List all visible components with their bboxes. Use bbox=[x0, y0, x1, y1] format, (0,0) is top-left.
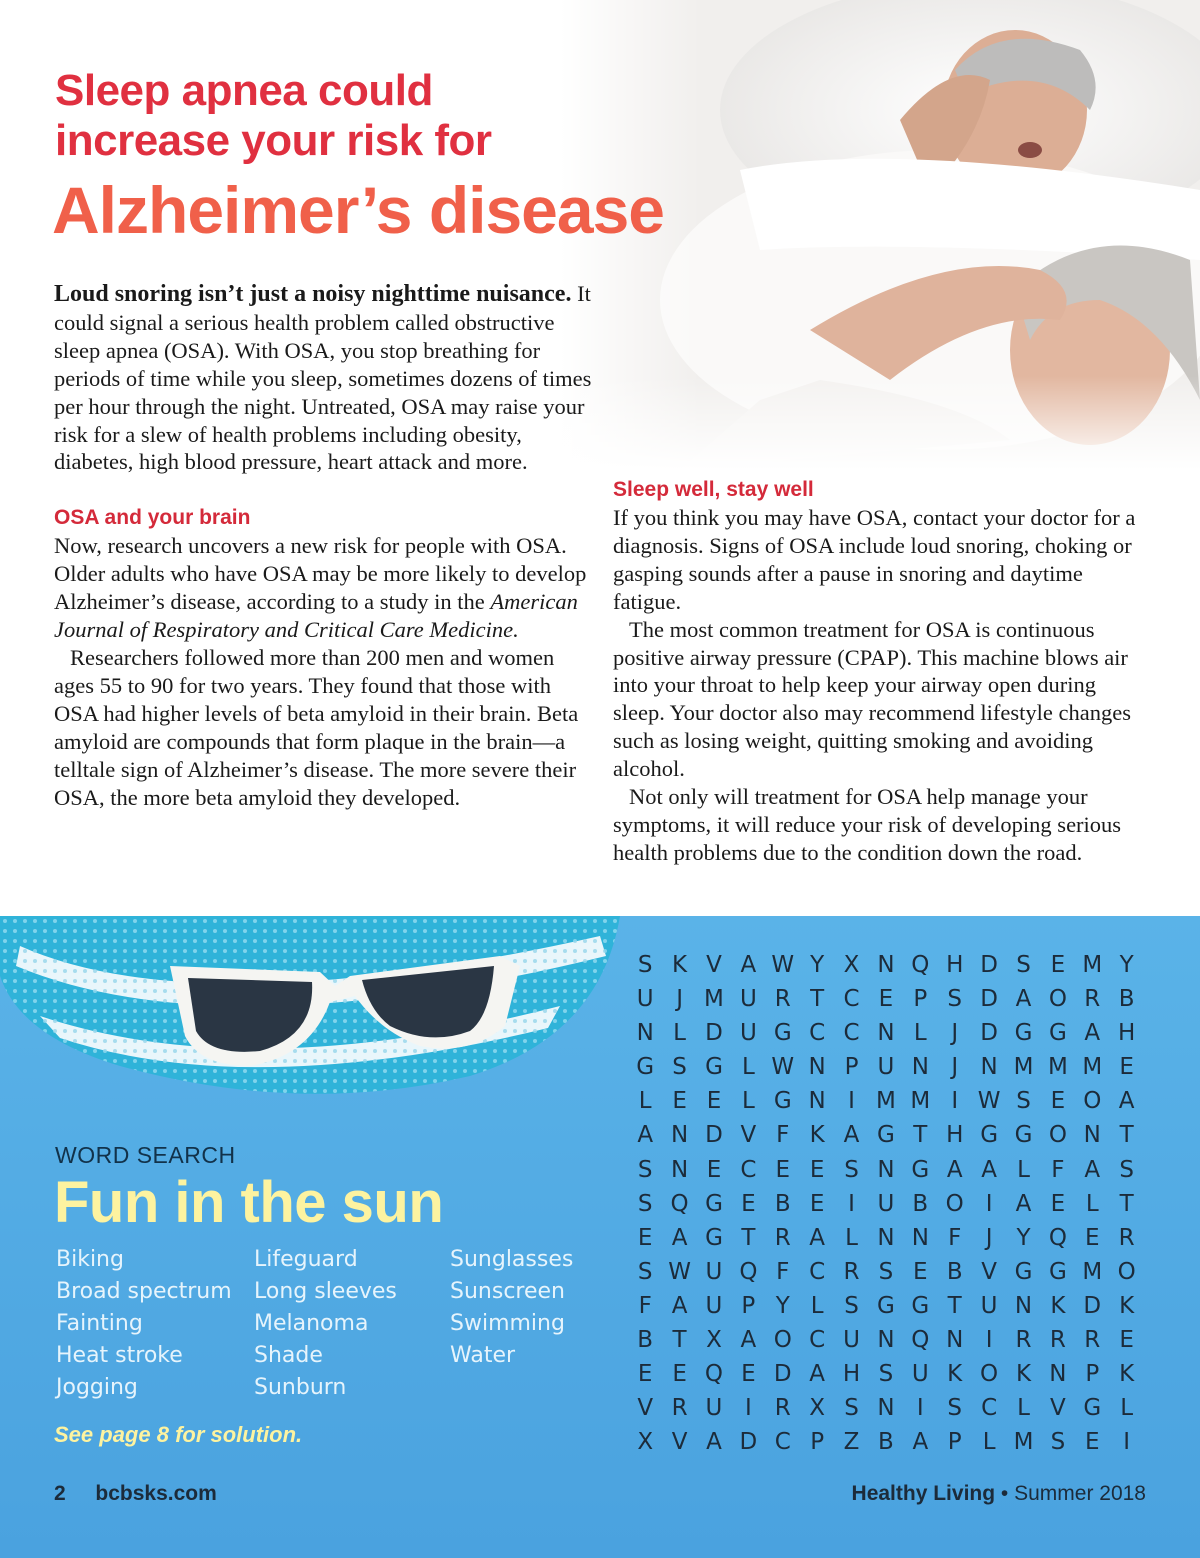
grid-letter[interactable]: G bbox=[705, 1054, 723, 1081]
grid-letter[interactable]: V bbox=[981, 1258, 997, 1285]
grid-letter[interactable]: L bbox=[741, 1054, 755, 1081]
grid-letter[interactable]: E bbox=[706, 1156, 722, 1183]
grid-letter[interactable]: N bbox=[877, 1395, 895, 1422]
grid-letter[interactable]: A bbox=[706, 1429, 722, 1456]
grid-letter[interactable]: U bbox=[636, 986, 654, 1013]
grid-row bbox=[628, 1050, 1144, 1084]
word-list-item: Heat stroke bbox=[56, 1343, 183, 1368]
grid-letter[interactable]: W bbox=[771, 1054, 795, 1081]
grid-letter[interactable]: X bbox=[809, 1395, 826, 1422]
grid-letter[interactable]: D bbox=[980, 986, 998, 1013]
grid-letter[interactable]: I bbox=[916, 1395, 924, 1422]
grid-letter[interactable]: W bbox=[771, 952, 795, 978]
grid-letter[interactable]: E bbox=[1119, 1327, 1134, 1354]
grid-letter[interactable]: C bbox=[809, 1327, 826, 1354]
grid-letter[interactable]: S bbox=[844, 1395, 859, 1422]
grid-letter[interactable]: Y bbox=[1016, 1224, 1031, 1251]
grid-letter[interactable]: V bbox=[671, 1429, 688, 1456]
grid-letter[interactable]: F bbox=[1051, 1156, 1065, 1183]
grid-letter[interactable]: U bbox=[705, 1292, 723, 1319]
section-heading-sleep-well: Sleep well, stay well bbox=[613, 478, 814, 501]
grid-letter[interactable]: G bbox=[1083, 1395, 1102, 1422]
grid-letter[interactable]: H bbox=[1118, 1020, 1136, 1047]
grid-letter[interactable]: N bbox=[980, 1054, 998, 1081]
grid-letter[interactable]: E bbox=[1050, 1088, 1066, 1115]
grid-letter[interactable]: G bbox=[773, 1020, 792, 1047]
grid-letter[interactable]: L bbox=[810, 1292, 824, 1319]
grid-letter[interactable]: A bbox=[946, 1156, 963, 1183]
grid-letter[interactable]: R bbox=[1118, 1224, 1135, 1251]
grid-letter[interactable]: R bbox=[774, 986, 791, 1013]
grid-letter[interactable]: O bbox=[1048, 1122, 1067, 1149]
grid-letter[interactable]: A bbox=[1015, 986, 1032, 1013]
grid-letter[interactable]: G bbox=[911, 1156, 930, 1183]
grid-letter[interactable]: H bbox=[946, 1122, 964, 1149]
footer-left bbox=[54, 1482, 217, 1506]
lead-bold: Loud snoring isn’t just a noisy nighttime nuisance. bbox=[54, 281, 572, 307]
grid-letter[interactable]: O bbox=[980, 1361, 999, 1388]
grid-letter[interactable]: L bbox=[1017, 1156, 1030, 1183]
footer-bullet: • bbox=[995, 1482, 1015, 1505]
grid-letter[interactable]: P bbox=[741, 1292, 756, 1319]
sun-hat-sunglasses-image bbox=[0, 916, 620, 1106]
grid-letter[interactable]: U bbox=[843, 1327, 860, 1354]
word-list-item: Long sleeves bbox=[254, 1279, 397, 1304]
grid-letter[interactable]: M bbox=[1013, 1429, 1034, 1456]
paragraph-research bbox=[54, 532, 594, 644]
grid-letter[interactable]: Q bbox=[1048, 1224, 1067, 1251]
paragraph-treatment: Not only will treatment for OSA help manage your symptoms, it will reduce your risk of developing serious health problems due to the condition down the road. bbox=[613, 784, 1122, 865]
grid-letter[interactable]: G bbox=[877, 1122, 895, 1149]
grid-letter[interactable]: O bbox=[945, 1190, 964, 1217]
grid-letter[interactable]: L bbox=[638, 1088, 652, 1115]
grid-letter[interactable]: E bbox=[706, 1088, 722, 1115]
grid-letter[interactable]: M bbox=[910, 1088, 931, 1115]
grid-letter[interactable]: U bbox=[739, 986, 757, 1013]
publication-name: Healthy Living bbox=[851, 1482, 996, 1505]
grid-letter[interactable]: V bbox=[1050, 1395, 1066, 1422]
word-list-item: Sunburn bbox=[254, 1375, 347, 1400]
grid-letter[interactable]: D bbox=[980, 1020, 998, 1047]
headline-line-3: Alzheimer’s disease bbox=[52, 173, 664, 247]
grid-letter[interactable]: E bbox=[775, 1156, 791, 1183]
grid-row bbox=[628, 948, 1144, 982]
grid-letter[interactable]: J bbox=[985, 1224, 993, 1251]
grid-letter[interactable]: A bbox=[740, 952, 757, 978]
grid-letter[interactable]: S bbox=[1016, 952, 1031, 978]
headline-line-2: increase your risk for bbox=[55, 116, 492, 165]
grid-letter[interactable]: C bbox=[809, 1020, 826, 1047]
grid-letter[interactable]: D bbox=[1083, 1292, 1102, 1319]
grid-letter[interactable]: E bbox=[672, 1088, 687, 1115]
grid-letter[interactable]: K bbox=[672, 952, 688, 978]
grid-letter[interactable]: O bbox=[1048, 986, 1067, 1013]
word-list-column-2 bbox=[254, 1244, 397, 1404]
grid-letter[interactable]: I bbox=[985, 1190, 993, 1217]
paragraph-research-text: Now, research uncovers a new risk for people with OSA. Older adults who have OSA may be more likely to develop Alzheimer’s disease, according to a study in the bbox=[54, 533, 587, 615]
grid-letter[interactable]: N bbox=[877, 1020, 895, 1047]
grid-letter[interactable]: Q bbox=[670, 1190, 689, 1217]
section-heading-osa-brain: OSA and your brain bbox=[54, 506, 251, 530]
grid-letter[interactable]: Z bbox=[843, 1429, 860, 1456]
grid-letter[interactable]: B bbox=[1118, 986, 1135, 1013]
grid-letter[interactable]: A bbox=[981, 1156, 997, 1183]
grid-row bbox=[628, 1084, 1144, 1118]
grid-letter[interactable]: N bbox=[877, 1327, 895, 1354]
grid-letter[interactable]: C bbox=[740, 1156, 757, 1183]
grid-letter[interactable]: I bbox=[1123, 1429, 1131, 1456]
grid-letter[interactable]: E bbox=[1050, 952, 1066, 978]
grid-letter[interactable]: P bbox=[947, 1429, 962, 1456]
grid-letter[interactable]: G bbox=[705, 1190, 723, 1217]
grid-letter[interactable]: E bbox=[1085, 1224, 1100, 1251]
grid-letter[interactable]: K bbox=[1119, 1361, 1135, 1388]
grid-letter[interactable]: B bbox=[774, 1190, 791, 1217]
grid-letter[interactable]: K bbox=[947, 1361, 963, 1388]
grid-letter[interactable]: B bbox=[946, 1258, 963, 1285]
grid-letter[interactable]: H bbox=[946, 952, 964, 978]
grid-letter[interactable]: S bbox=[878, 1258, 894, 1285]
grid-letter[interactable]: L bbox=[845, 1224, 858, 1251]
grid-letter[interactable]: J bbox=[676, 986, 683, 1013]
grid-letter[interactable]: Q bbox=[739, 1258, 758, 1285]
grid-letter[interactable]: S bbox=[844, 1156, 859, 1183]
grid-letter[interactable]: G bbox=[1014, 1020, 1033, 1047]
grid-letter[interactable]: E bbox=[672, 1361, 687, 1388]
grid-letter[interactable]: R bbox=[843, 1258, 860, 1285]
grid-letter[interactable]: W bbox=[668, 1258, 691, 1285]
grid-letter[interactable]: Y bbox=[1119, 952, 1134, 978]
grid-letter[interactable]: S bbox=[1016, 1088, 1031, 1115]
grid-letter[interactable]: X bbox=[706, 1327, 722, 1354]
grid-letter[interactable]: F bbox=[776, 1122, 790, 1149]
grid-letter[interactable]: A bbox=[1084, 1156, 1101, 1183]
word-list-item: Broad spectrum bbox=[56, 1279, 232, 1304]
grid-letter[interactable]: M bbox=[1013, 1054, 1034, 1081]
grid-letter[interactable]: A bbox=[1015, 1190, 1032, 1217]
grid-letter[interactable]: M bbox=[1082, 1054, 1103, 1081]
grid-letter[interactable]: S bbox=[637, 1190, 653, 1217]
grid-letter[interactable]: A bbox=[671, 1224, 688, 1251]
grid-letter[interactable]: C bbox=[809, 1258, 826, 1285]
grid-letter[interactable]: L bbox=[1085, 1190, 1099, 1217]
grid-letter[interactable]: G bbox=[1014, 1258, 1033, 1285]
grid-letter[interactable]: R bbox=[1015, 1327, 1032, 1354]
word-list-item: Shade bbox=[254, 1343, 323, 1368]
grid-letter[interactable]: D bbox=[705, 1122, 723, 1149]
grid-letter[interactable]: C bbox=[774, 1429, 791, 1456]
grid-letter[interactable]: B bbox=[637, 1327, 654, 1354]
grid-letter[interactable]: U bbox=[739, 1020, 757, 1047]
grid-letter[interactable]: N bbox=[946, 1327, 964, 1354]
grid-letter[interactable]: E bbox=[741, 1361, 756, 1388]
footer-right bbox=[852, 1482, 1146, 1506]
grid-letter[interactable]: E bbox=[878, 986, 894, 1013]
word-list-item: Sunglasses bbox=[450, 1247, 574, 1272]
word-search-label: WORD SEARCH bbox=[55, 1142, 236, 1168]
grid-letter[interactable]: B bbox=[878, 1429, 894, 1456]
grid-letter[interactable]: T bbox=[1119, 1190, 1134, 1217]
grid-letter[interactable]: G bbox=[773, 1088, 792, 1115]
grid-letter[interactable]: R bbox=[774, 1224, 791, 1251]
grid-letter[interactable]: T bbox=[913, 1122, 928, 1149]
grid-letter[interactable]: J bbox=[951, 1054, 959, 1081]
grid-letter[interactable]: S bbox=[1050, 1429, 1066, 1456]
grid-row bbox=[628, 1221, 1144, 1255]
grid-letter[interactable]: V bbox=[740, 1122, 757, 1149]
grid-letter[interactable]: R bbox=[1084, 986, 1101, 1013]
word-search-grid bbox=[628, 948, 1144, 1459]
grid-letter[interactable]: M bbox=[704, 986, 724, 1013]
grid-letter[interactable]: K bbox=[809, 1122, 825, 1149]
grid-letter[interactable]: L bbox=[741, 1088, 755, 1115]
grid-letter[interactable]: D bbox=[773, 1361, 792, 1388]
grid-letter[interactable]: I bbox=[951, 1088, 959, 1115]
grid-letter[interactable]: O bbox=[773, 1327, 792, 1354]
grid-letter[interactable]: A bbox=[1084, 1020, 1101, 1047]
headline-line-1: Sleep apnea could bbox=[55, 66, 433, 115]
paragraph-researchers: Researchers followed more than 200 men and women ages 55 to 90 for two years. They found that those with OSA had higher levels of beta amyloid in their brain. Beta amyloid are compounds that form plaque in the brain—a telltale sign of Alzheimer’s disease. The more severe their OSA, the more beta amyloid they developed. bbox=[54, 644, 579, 810]
grid-letter[interactable]: I bbox=[744, 1395, 752, 1422]
grid-letter[interactable]: A bbox=[1118, 1088, 1135, 1115]
grid-letter[interactable]: Q bbox=[911, 952, 930, 978]
grid-letter[interactable]: E bbox=[741, 1190, 756, 1217]
grid-letter[interactable]: G bbox=[1048, 1020, 1067, 1047]
grid-letter[interactable]: P bbox=[844, 1054, 859, 1081]
grid-letter[interactable]: L bbox=[673, 1020, 686, 1047]
grid-row bbox=[628, 982, 1144, 1016]
grid-letter[interactable]: X bbox=[637, 1429, 654, 1456]
grid-letter[interactable]: S bbox=[1119, 1156, 1134, 1183]
grid-letter[interactable]: I bbox=[848, 1190, 855, 1217]
grid-letter[interactable]: T bbox=[741, 1224, 756, 1251]
grid-row bbox=[628, 1118, 1144, 1152]
solution-note: See page 8 for solution. bbox=[54, 1422, 303, 1447]
grid-letter[interactable]: R bbox=[1084, 1327, 1101, 1354]
grid-letter[interactable]: T bbox=[1119, 1122, 1134, 1149]
grid-letter[interactable]: O bbox=[1117, 1258, 1136, 1285]
grid-letter[interactable]: T bbox=[947, 1292, 962, 1319]
grid-letter[interactable]: R bbox=[774, 1395, 791, 1422]
article-column-left bbox=[54, 280, 594, 811]
grid-letter[interactable]: I bbox=[848, 1088, 855, 1115]
grid-letter[interactable]: G bbox=[980, 1122, 999, 1149]
grid-letter[interactable]: E bbox=[913, 1258, 928, 1285]
grid-letter[interactable]: A bbox=[637, 1122, 654, 1149]
word-list-item: Fainting bbox=[56, 1311, 143, 1336]
article-column-right bbox=[613, 476, 1145, 867]
grid-letter[interactable]: G bbox=[705, 1224, 723, 1251]
grid-letter[interactable]: U bbox=[877, 1054, 895, 1081]
grid-letter[interactable]: S bbox=[672, 1054, 687, 1081]
grid-letter[interactable]: E bbox=[637, 1224, 653, 1251]
grid-letter[interactable]: N bbox=[1014, 1292, 1033, 1319]
paragraph-cpap: The most common treatment for OSA is continuous positive airway pressure (CPAP). This machine blows air into your throat to help keep your airway open during sleep. Your doctor also may recommend lifestyle changes such as losing weight, quitting smoking and avoiding alcohol. bbox=[613, 616, 1131, 782]
grid-letter[interactable]: T bbox=[810, 986, 825, 1013]
grid-letter[interactable]: S bbox=[637, 1156, 653, 1183]
grid-letter[interactable]: N bbox=[636, 1020, 654, 1047]
grid-letter[interactable]: D bbox=[705, 1020, 723, 1047]
grid-letter[interactable]: A bbox=[740, 1327, 757, 1354]
grid-letter[interactable]: J bbox=[951, 1020, 959, 1047]
grid-letter[interactable]: P bbox=[810, 1429, 825, 1456]
grid-row bbox=[628, 1255, 1144, 1289]
website-link[interactable]: bcbsks.com bbox=[95, 1482, 217, 1505]
grid-letter[interactable]: V bbox=[637, 1395, 654, 1422]
word-list-column-1 bbox=[56, 1244, 232, 1404]
grid-letter[interactable]: T bbox=[672, 1327, 687, 1354]
grid-letter[interactable]: C bbox=[843, 986, 860, 1013]
grid-letter[interactable]: F bbox=[776, 1258, 790, 1285]
grid-letter[interactable]: M bbox=[876, 1088, 896, 1115]
lead-paragraph bbox=[54, 280, 594, 476]
grid-letter[interactable]: E bbox=[809, 1190, 825, 1217]
grid-letter[interactable]: A bbox=[809, 1361, 826, 1388]
grid-letter[interactable]: N bbox=[808, 1054, 826, 1081]
grid-letter[interactable]: A bbox=[671, 1292, 688, 1319]
grid-letter[interactable]: S bbox=[947, 1395, 963, 1422]
grid-letter[interactable]: L bbox=[1017, 1395, 1030, 1422]
grid-row bbox=[628, 1016, 1144, 1050]
grid-letter[interactable]: O bbox=[1083, 1088, 1102, 1115]
grid-letter[interactable]: U bbox=[980, 1292, 998, 1319]
grid-letter[interactable]: M bbox=[1082, 952, 1103, 978]
grid-letter[interactable]: K bbox=[1119, 1292, 1135, 1319]
grid-letter[interactable]: S bbox=[637, 1258, 653, 1285]
grid-letter[interactable]: D bbox=[739, 1429, 758, 1456]
grid-row bbox=[628, 1391, 1144, 1425]
grid-letter[interactable]: B bbox=[912, 1190, 929, 1217]
grid-letter[interactable]: S bbox=[947, 986, 963, 1013]
grid-letter[interactable]: N bbox=[1083, 1122, 1101, 1149]
word-list-item: Sunscreen bbox=[450, 1279, 565, 1304]
word-list-item: Melanoma bbox=[254, 1311, 369, 1336]
grid-letter[interactable]: N bbox=[877, 1224, 895, 1251]
grid-letter[interactable]: X bbox=[843, 952, 860, 978]
grid-letter[interactable]: R bbox=[671, 1395, 688, 1422]
grid-letter[interactable]: N bbox=[1049, 1361, 1067, 1388]
grid-letter[interactable]: I bbox=[985, 1327, 993, 1354]
grid-letter[interactable]: K bbox=[1015, 1361, 1032, 1388]
grid-letter[interactable]: U bbox=[705, 1395, 723, 1422]
grid-row bbox=[628, 1289, 1144, 1323]
grid-letter[interactable]: Y bbox=[810, 952, 825, 978]
grid-letter[interactable]: D bbox=[980, 952, 998, 978]
word-list-item: Jogging bbox=[56, 1375, 138, 1400]
grid-letter[interactable]: L bbox=[913, 1020, 927, 1047]
grid-letter[interactable]: S bbox=[844, 1292, 859, 1319]
grid-letter[interactable]: L bbox=[1120, 1395, 1134, 1422]
grid-letter[interactable]: U bbox=[877, 1190, 895, 1217]
grid-letter[interactable]: S bbox=[637, 952, 653, 978]
word-list-column-3 bbox=[450, 1244, 573, 1372]
grid-letter[interactable]: N bbox=[877, 1156, 895, 1183]
paragraph-diagnosis: If you think you may have OSA, contact your doctor for a diagnosis. Signs of OSA include loud snoring, choking or gasping sounds after a pause in snoring and daytime fatigue. bbox=[613, 505, 1136, 614]
headline bbox=[55, 66, 492, 166]
grid-letter[interactable]: N bbox=[808, 1088, 826, 1115]
word-list-item: Water bbox=[450, 1343, 516, 1368]
grid-letter[interactable]: G bbox=[1014, 1122, 1033, 1149]
grid-letter[interactable]: N bbox=[877, 952, 895, 978]
grid-row bbox=[628, 1323, 1144, 1357]
grid-letter[interactable]: N bbox=[911, 1224, 929, 1251]
grid-letter[interactable]: G bbox=[911, 1292, 930, 1319]
grid-letter[interactable]: A bbox=[912, 1429, 929, 1456]
grid-letter[interactable]: K bbox=[1050, 1292, 1066, 1319]
grid-letter[interactable]: S bbox=[878, 1361, 894, 1388]
grid-letter[interactable]: Q bbox=[911, 1327, 930, 1354]
grid-letter[interactable]: G bbox=[636, 1054, 655, 1081]
grid-row bbox=[628, 1153, 1144, 1187]
grid-letter[interactable]: E bbox=[1119, 1054, 1134, 1081]
grid-letter[interactable]: F bbox=[638, 1292, 652, 1319]
grid-letter[interactable]: U bbox=[911, 1361, 929, 1388]
grid-letter[interactable]: U bbox=[705, 1258, 723, 1285]
grid-letter[interactable]: H bbox=[842, 1361, 861, 1388]
grid-letter[interactable]: N bbox=[670, 1156, 689, 1183]
grid-letter[interactable]: Y bbox=[775, 1292, 790, 1319]
grid-letter[interactable]: M bbox=[1082, 1258, 1103, 1285]
grid-letter[interactable]: G bbox=[877, 1292, 895, 1319]
word-list-item: Biking bbox=[56, 1247, 124, 1272]
grid-letter[interactable]: E bbox=[1085, 1429, 1100, 1456]
grid-letter[interactable]: M bbox=[1047, 1054, 1068, 1081]
grid-letter[interactable]: E bbox=[1050, 1190, 1066, 1217]
grid-letter[interactable]: E bbox=[809, 1156, 825, 1183]
issue-date: Summer 2018 bbox=[1014, 1482, 1146, 1505]
grid-row bbox=[628, 1357, 1144, 1391]
grid-letter[interactable]: F bbox=[948, 1224, 962, 1251]
grid-letter[interactable]: C bbox=[981, 1395, 998, 1422]
grid-letter[interactable]: P bbox=[913, 986, 928, 1013]
grid-letter[interactable]: P bbox=[1085, 1361, 1100, 1388]
page-number: 2 bbox=[54, 1482, 66, 1505]
grid-letter[interactable]: G bbox=[1048, 1258, 1067, 1285]
grid-letter[interactable]: V bbox=[706, 952, 722, 978]
word-search-title: Fun in the sun bbox=[54, 1170, 444, 1235]
lead-text: It could signal a serious health problem called obstructive sleep apnea (OSA). With OSA, you stop breathing for periods of time while you sleep, sometimes dozens of times per hour through the night. Untreated, OSA may raise your risk for a slew of health problems including obesity, diabetes, high blood pressure, heart attack and more. bbox=[54, 281, 592, 475]
grid-letter[interactable]: A bbox=[809, 1224, 826, 1251]
grid-row bbox=[628, 1425, 1144, 1459]
grid-letter[interactable]: E bbox=[637, 1361, 653, 1388]
grid-letter[interactable]: Q bbox=[704, 1361, 724, 1388]
grid-letter[interactable]: N bbox=[670, 1122, 689, 1149]
grid-row bbox=[628, 1187, 1144, 1221]
word-list-item: Swimming bbox=[450, 1311, 565, 1336]
grid-letter[interactable]: R bbox=[1049, 1327, 1066, 1354]
grid-letter[interactable]: N bbox=[911, 1054, 929, 1081]
word-search-section bbox=[0, 916, 1200, 1558]
word-list-item: Lifeguard bbox=[254, 1247, 358, 1272]
grid-letter[interactable]: W bbox=[977, 1088, 1001, 1115]
journal-title: American Journal of Respiratory and Critical Care Medicine. bbox=[54, 589, 578, 643]
grid-letter[interactable]: L bbox=[982, 1429, 996, 1456]
grid-letter[interactable]: C bbox=[843, 1020, 860, 1047]
grid-letter[interactable]: A bbox=[843, 1122, 860, 1149]
